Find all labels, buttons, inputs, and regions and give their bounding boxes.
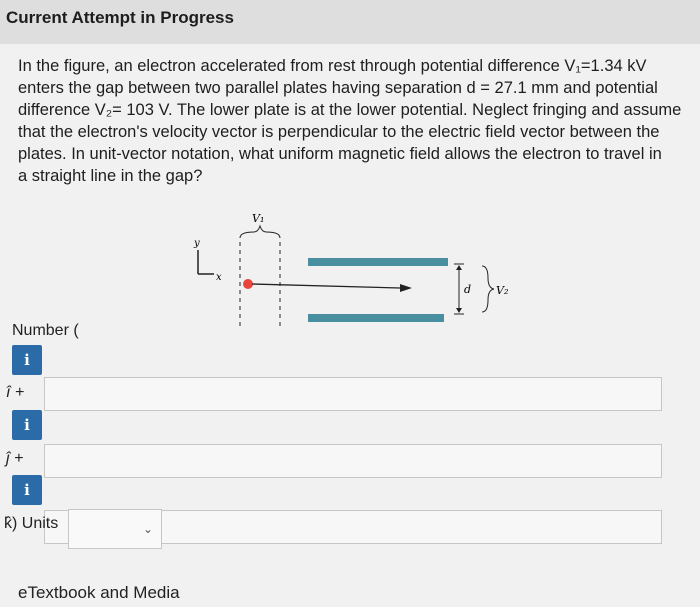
v1-label: V₁ (252, 212, 265, 225)
y-axis-label: y (194, 238, 200, 249)
arrowhead-icon (400, 284, 412, 292)
page-title: Current Attempt in Progress (6, 8, 234, 27)
info-icon[interactable]: i (12, 410, 42, 440)
lower-plate (308, 314, 444, 322)
question-line: that the electron's velocity vector is perpendicular to the electric field vector between the (18, 123, 660, 141)
question-line: a straight line in the gap? (18, 167, 203, 185)
question-line: enters the gap between two parallel plates having separation d = 27.1 mm and potential (18, 79, 658, 97)
accelerating-region (240, 212, 280, 326)
x-axis-label: x (216, 272, 222, 283)
parallel-plates-figure (188, 208, 518, 330)
velocity-arrow (252, 284, 400, 288)
info-icon[interactable]: i (12, 345, 42, 375)
upper-plate (308, 258, 448, 266)
chevron-down-icon: ⌄ (142, 522, 153, 536)
units-select[interactable] (68, 509, 162, 549)
question-line: plates. In unit-vector notation, what uniform magnetic field allows the electron to travel in (18, 145, 662, 163)
question-text (18, 55, 694, 187)
v2-label: V₂ (496, 284, 509, 297)
d-label: d (464, 283, 472, 296)
i-hat-label: î + (6, 384, 25, 401)
k-hat-units-label: k̂) Units (4, 515, 59, 532)
etextbook-link[interactable]: eTextbook and Media (18, 583, 180, 602)
j-hat-label: ĵ + (6, 450, 24, 467)
info-icon[interactable]: i (12, 475, 42, 505)
header-bar (0, 0, 700, 45)
axes-icon (193, 238, 222, 283)
question-line: In the figure, an electron accelerated from rest through potential difference V₁=1.34 kV (18, 57, 647, 75)
separation-bracket (454, 264, 508, 314)
question-line: difference V₂= 103 V. The lower plate is at the lower potential. Neglect fringing and assume (18, 101, 682, 119)
electron-icon (243, 279, 253, 289)
i-component-input[interactable] (44, 377, 662, 411)
number-label: Number ( (12, 322, 79, 339)
j-component-input[interactable] (44, 444, 662, 478)
